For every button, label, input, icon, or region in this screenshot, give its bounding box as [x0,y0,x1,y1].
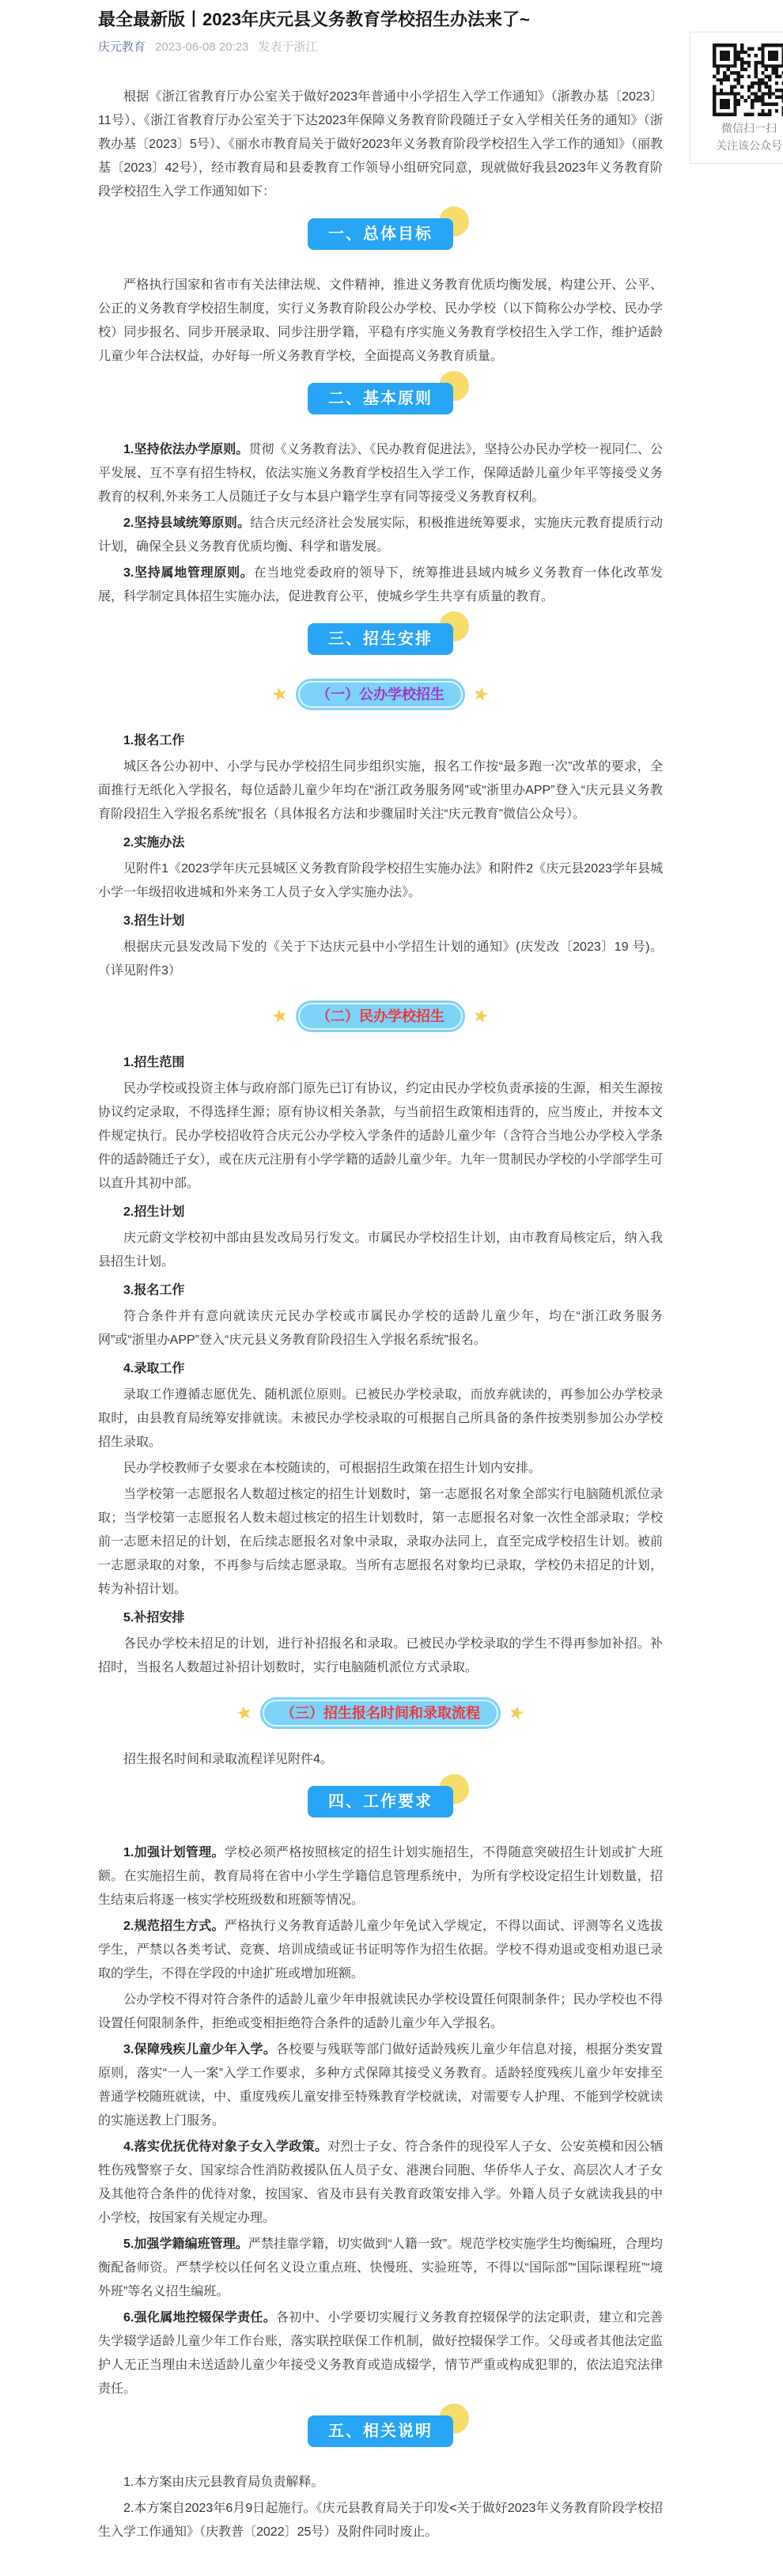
body-paragraph [98,1988,663,2036]
body-paragraph [98,85,663,204]
star-icon: ★ [234,1701,255,1724]
body-paragraph [98,936,663,983]
body-paragraph [98,755,663,827]
paragraph-subtitle: 2.实施办法 [123,836,185,849]
body-paragraph [98,1383,663,1454]
section-heading-box [308,2415,453,2447]
paragraph-subtitle: 5.补招安排 [123,1611,185,1625]
body-paragraph [98,1915,663,1986]
paragraph-lead: 6.强化属地控辍保学责任。 [123,2311,277,2324]
paragraph-text: 当学校第一志愿报名人数超过核定的招生计划数时，第一志愿报名对象全部实行电脑随机派位录取；当学校第一志愿报名人数未超过核定的招生计划数时，第一志愿报名对象一次性全部录取；学校前一志愿未招足的计划，在后续志愿报名对象中录取，录取办法同上，直至完成学校招生计划。被前一志愿录取的对象，不再参与后续志愿录取。当所有志愿报名对象均已录取，学校仍未招足的计划，转为补招计划。 [98,1488,663,1596]
body-paragraph [98,1483,663,1602]
section-heading-box [308,623,453,655]
publish-location: 发表于浙江 [258,40,318,54]
qr-code-icon [713,44,783,116]
paragraph-text: 民办学校或投资主体与政府部门原先已订有协议，约定由民办学校负责承接的生源，相关生源按协议约定录取，不得选择生源；原有协议相关条款，与当前招生政策相违背的，应当废止，并按本文件规定执行。民办学校招收符合庆元公办学校入学条件的适龄儿童少年（含符合当地公办学校入学条件的适龄随迁子女），或在庆元注册有小学学籍的适龄儿童少年。九年一贯制民办学校的小学部学生可以直升其初中部。 [98,1082,663,1190]
paragraph-text: 根据《浙江省教育厅办公室关于做好2023年普通中小学招生入学工作通知》（浙教办基〔2023〕11号）、《浙江省教育厅办公室关于下达2023年保障义务教育阶段随迁子女入学相关任务的通知》（浙教办基〔2023〕5号）、《丽水市教育局关于做好2023年义务教育阶段学校招生入学工作的通知》（丽教基〔2023〕42号），经市教育局和县委教育工作领导小组研究同意，现就做好我县2023年义务教育阶段学校招生入学工作通知如下： [98,90,663,199]
paragraph-text: 各校要与残联等部门做好适龄残疾儿童少年信息对接，根据分类安置原则，落实“一人一案”入学工作要求，多种方式保障其接受义务教育。适龄轻度残疾儿童少年安排至普通学校随班就读，中、重度残疾儿童安排至特殊教育学校就读，对需要专人护理、不能到学校就读的实施送教上门服务。 [98,2043,663,2128]
paragraph-text: 城区各公办初中、小学与民办学校招生同步组织实施，报名工作按“最多跑一次”改革的要求，全面推行无纸化入学报名，每位适龄儿童少年均在“浙江政务服务网”或“浙里办APP”登入“庆元县义务教育阶段招生入学报名系统”报名（具体报名方法和步骤届时关注“庆元教育”微信公众号）。 [98,760,663,821]
paragraph-subtitle: 1.招生范围 [123,1056,185,1069]
body-paragraph [98,2497,663,2544]
section-heading-label: 二、基本原则 [308,383,453,414]
body-paragraph [98,2135,663,2230]
body-paragraph [98,1227,663,1274]
body-paragraph [98,2306,663,2401]
article-page [0,8,783,2544]
paragraph-text: 学校必须严格按照核定的招生计划实施招生，不得随意突破招生计划或扩大班额。在实施招生前，教育局将在省中小学生学籍信息管理系统中，为所有学校设定招生计划数量，招生结束后将逐一核实学校班级数和班额等情况。 [98,1846,663,1907]
paragraph-text: 庆元蔚文学校初中部由县发改局另行发文。市属民办学校招生计划，由市教育局核定后，纳入我县招生计划。 [98,1231,663,1269]
section-heading [98,218,663,250]
paragraph-lead: 5.加强学籍编班管理。 [123,2237,248,2251]
follow-qr-panel [690,32,783,164]
paragraph-text: 1.本方案由庆元县教育局负责解释。 [123,2476,324,2489]
paragraph-subtitle: 2.招生计划 [123,1205,185,1219]
paragraph-lead: 4.落实优抚优待对象子女入学政策。 [123,2140,328,2154]
section-heading-label: 五、相关说明 [308,2415,453,2447]
sub-section-pill [296,679,465,710]
paragraph-text: 各民办学校未招足的计划，进行补招报名和录取。已被民办学校录取的学生不得再参加补招。补招时，当报名人数超过补招计划数时，实行电脑随机派位方式录取。 [98,1637,663,1674]
qr-caption-line2: 关注该公众号 [716,139,782,152]
article-meta [98,40,663,55]
body-paragraph [98,512,663,559]
body-paragraph [98,1077,663,1196]
paragraph-text: 见附件1《2023学年庆元县城区义务教育阶段学校招生实施办法》和附件2《庆元县2023学年县城小学一年级招收进城和外来务工人员子女入学实施办法》。 [98,862,663,899]
body-paragraph [98,438,663,509]
paragraph-text: 贯彻《义务教育法》、《民办教育促进法》，坚持公办民办学校一视同仁、公平发展、互不享有招生特权，依法实施义务教育学校招生入学工作，保障适龄儿童少年平等接受义务教育的权利,外来务工人员随迁子女与本县户籍学生享有同等接受义务教育权利。 [98,443,663,504]
article-body [98,85,663,2544]
paragraph-text: 结合庆元经济社会发展实际，积极推进统筹要求，实施庆元教育提质行动计划，确保全县义务教育优质均衡、科学和谐发展。 [98,516,663,554]
body-paragraph [98,1632,663,1680]
paragraph-lead: 2.坚持县域统筹原则。 [123,516,251,530]
paragraph-text: 符合条件并有意向就读庆元民办学校或市属民办学校的适龄儿童少年，均在“浙江政务服务网”或“浙里办APP”登入“庆元县义务教育阶段招生入学报名系统”报名。 [98,1310,663,1347]
section-heading [98,2415,663,2447]
sub-section-label: （一）公办学校招生 [316,687,444,702]
sub-section-label: （二）民办学校招生 [316,1008,444,1024]
paragraph-subtitle: 4.录取工作 [123,1362,185,1375]
paragraph-subtitle: 3.报名工作 [123,1284,185,1297]
section-heading-box [308,383,453,414]
paragraph-text: 各初中、小学要切实履行义务教育控辍保学的法定职责，建立和完善失学辍学适龄儿童少年工作台账，落实联控联保工作机制，做好控辍保学工作。父母或者其他法定监护人无正当理由未送适龄儿童少年接受义务教育或造成辍学，情节严重或构成犯罪的，依法追究法律责任。 [98,2311,663,2396]
sub-section-heading [98,679,663,710]
paragraph-lead: 1.坚持依法办学原则。 [123,443,249,456]
sub-section-heading [98,1001,663,1032]
paragraph-text: 严格执行义务教育适龄儿童少年免试入学规定，不得以面试、评测等名义选拔学生，严禁以各类考试、竞赛、培训成绩或证书证明等作为招生依据。学校不得劝退或变相劝退已录取的学生，不得在学段的中途扩班或增加班额。 [98,1920,663,1980]
paragraph-text: 在当地党委政府的领导下，统筹推进县域内城乡义务教育一体化改革发展，科学制定具体招生实施办法，促进教育公平，使城乡学生共享有质量的教育。 [98,566,663,603]
page-title: 最全最新版丨2023年庆元县义务教育学校招生办法来了~ [98,9,530,29]
section-heading-label: 四、工作要求 [308,1786,453,1818]
sub-section-pill [260,1697,501,1729]
body-paragraph [98,857,663,905]
body-paragraph [98,274,663,369]
section-heading-label: 一、总体目标 [308,218,453,250]
section-heading-box [308,1786,453,1818]
body-paragraph [98,1748,663,1772]
paragraph-lead: 3.坚持属地管理原则。 [123,566,254,580]
paragraph-text: 根据庆元县发改局下发的《关于下达庆元县中小学招生计划的通知》(庆发改〔2023〕19 号)。（详见附件3） [98,940,663,978]
section-heading [98,623,663,655]
paragraph-subtitle: 1.报名工作 [123,734,185,747]
paragraph-lead: 3.保障残疾儿童少年入学。 [123,2043,277,2056]
paragraph-lead: 1.加强计划管理。 [123,1846,225,1859]
paragraph-text: 录取工作遵循志愿优先、随机派位原则。已被民办学校录取，而放弃就读的，再参加公办学校录取时，由县教育局统筹安排就读。未被民办学校录取的可根据自己所具备的条件按类别参加公办学校招生录取。 [98,1388,663,1449]
account-name[interactable]: 庆元教育 [98,40,146,54]
star-icon: ★ [506,1701,527,1724]
sub-section-label: （三）招生报名时间和录取流程 [281,1705,480,1721]
section-heading [98,1786,663,1818]
paragraph-text: 招生报名时间和录取流程详见附件4。 [123,1753,333,1766]
paragraph-text: 严格执行国家和省市有关法律法规、文件精神，推进义务教育优质均衡发展，构建公开、公平、公正的义务教育学校招生制度，实行义务教育阶段公办学校、民办学校（以下简称公办学校、民办学校）同步报名、同步开展录取、同步注册学籍，平稳有序实施义务教育学校招生入学工作，维护适龄儿童少年合法权益，办好每一所义务教育学校，全面提高义务教育质量。 [98,278,663,363]
star-icon: ★ [270,683,290,705]
paragraph-text: 公办学校不得对符合条件的适龄儿童少年申报就读民办学校设置任何限制条件；民办学校也不得设置任何限制条件，拒绝或变相拒绝符合条件的适龄儿童少年入学报名。 [98,1993,663,2030]
star-icon: ★ [471,1004,491,1027]
body-paragraph [98,2471,663,2495]
article-header [98,8,663,55]
star-icon: ★ [471,683,491,705]
paragraph-text: 2.本方案自2023年6月9日起施行。《庆元县教育局关于印发<关于做好2023年义务教育阶段学校招生入学工作通知》（庆教普〔2022〕25号）及附件同时废止。 [98,2502,663,2539]
body-paragraph [98,1841,663,1912]
sub-section-heading [98,1697,663,1729]
publish-date: 2023-06-08 20:23 [155,40,249,54]
paragraph-lead: 2.规范招生方式。 [123,1920,225,1933]
section-heading-label: 三、招生安排 [308,623,453,655]
body-paragraph [98,1457,663,1481]
section-heading [98,383,663,414]
paragraph-text: 对烈士子女、符合条件的现役军人子女、公安英模和因公牺牲伤残警察子女、国家综合性消防救援队伍人员子女、港澳台同胞、华侨华人子女、高层次人才子女及其他符合条件的优待对象，按国家、省及市县有关教育政策安排入学。外籍人员子女就读我县的中小学校，按国家有关规定办理。 [98,2140,663,2225]
qr-caption-line1: 微信扫一扫 [721,122,777,134]
paragraph-text: 民办学校教师子女要求在本校随读的，可根据招生政策在招生计划内安排。 [123,1462,542,1475]
paragraph-text: 严禁挂靠学籍，切实做到“人籍一致”。规范学校实施学生均衡编班，合理均衡配备师资。严禁学校以任何名义设立重点班、快慢班、实验班等，不得以“国际部”“国际课程班”“境外班”等名义招生编班。 [98,2237,663,2298]
body-paragraph [98,562,663,609]
sub-section-pill [296,1001,465,1032]
section-heading-box [308,218,453,250]
body-paragraph [98,2233,663,2304]
paragraph-subtitle: 3.招生计划 [123,914,185,928]
star-icon: ★ [270,1004,290,1027]
body-paragraph [98,1305,663,1352]
body-paragraph [98,2038,663,2133]
